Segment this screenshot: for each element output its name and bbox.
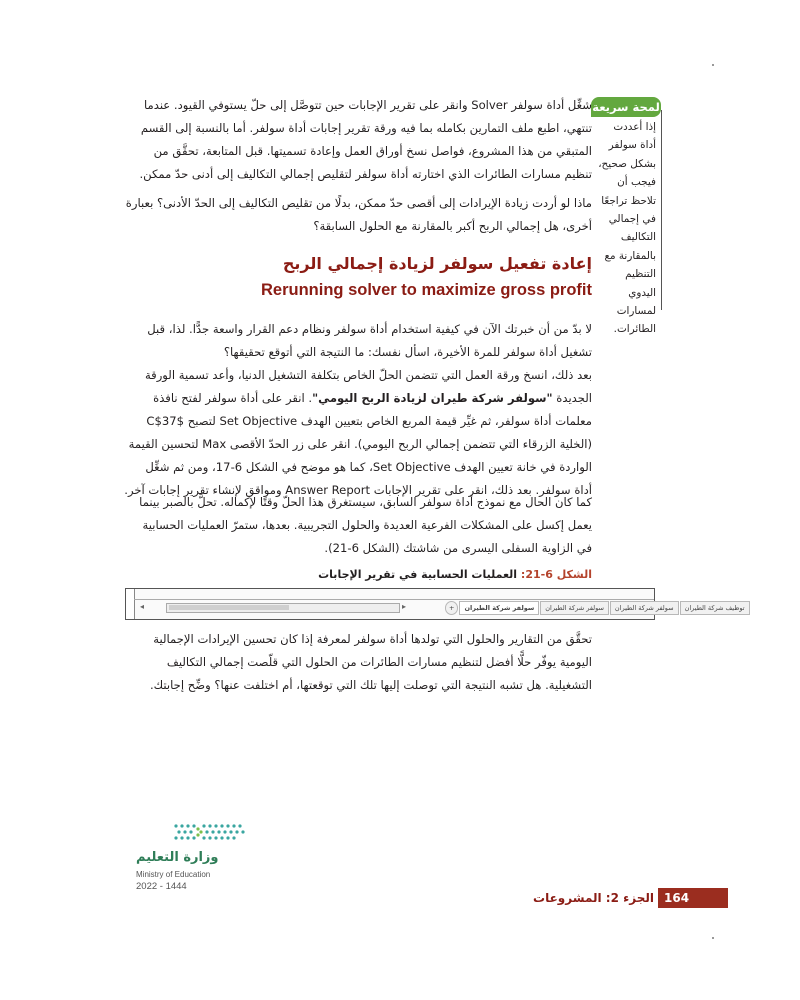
quick-tip-badge: لمحة سريعة	[591, 97, 661, 117]
side-note-divider	[661, 110, 662, 310]
figure-caption	[124, 568, 592, 581]
figure-number: الشكل 6-21:	[520, 568, 592, 581]
instructions-text-a: بعد ذلك، انسخ ورقة العمل التي تتضمن الحلّ الخاص بتكلفة التشغيل الدنيا، وأعد تسمية الورقة الجديدة	[144, 368, 592, 405]
strip-left-edge	[126, 589, 135, 619]
corner-mark	[712, 64, 714, 66]
strip-divider	[134, 599, 654, 600]
corner-mark	[712, 937, 714, 939]
sheet-tab-active[interactable]: سولفر شركة الطيران	[459, 601, 539, 615]
figure-title: العمليات الحسابية في تقرير الإجابات	[318, 568, 521, 581]
sheet-tab[interactable]: توظيف شركة الطيران	[680, 601, 750, 615]
page-number: 164	[658, 888, 728, 908]
scroll-left-icon[interactable]: ◂	[140, 602, 145, 611]
section-title-arabic: إعادة تفعيل سولفر لزيادة إجمالي الربح	[282, 254, 592, 273]
excel-sheet-tabs-strip	[125, 588, 745, 620]
paragraph-compare-results: تحقَّق من التقارير والحلول التي تولدها أداة سولفر لمعرفة إذا كان تحسين الإيرادات الإجمالية اليومية يوفّر حلًّا أفضل لتنظيم مسارات الطائرات من الحلول التي قلّصت إجمالي التكاليف التشغيلية. هل تشبه النتيجة التي توصلت إليها تلك التي توقعتها، أم اختلفت عنها؟ وضِّح إجابتك.	[149, 632, 592, 692]
quick-tip-text: إذا أعددت أداة سولفر بشكل صحيح، فيجب أن تلاحظ تراجعًا في إجمالي التكاليف بالمقارنة مع التنظيم اليدوي لمسارات الطائرات.	[598, 121, 656, 336]
sheet-tab[interactable]: سولفر شركة الطيران	[610, 601, 679, 615]
instructions-text-b: . انقر على أداة سولفر لفتح نافذة معلمات أداة سولفر، ثم غيِّر قيمة المربع الخاص بتعيين الهدف Set Objective لتصبح $C$37 (الخلية الزرقاء التي تتضمن إجمالي الربح اليومي). انقر على زر الحدّ الأقصى Max لتحسين القيمة الواردة في خانة تعيين الهدف Set Objective، كما هو موضح في الشكل 6-17، ومن ثم شغِّل أداة سولفر. بعد ذلك، انقر على تقرير الإجابات Answer Report ومواقق لإنشاء تقرير إجابات آخر.	[124, 391, 592, 497]
sheet-name-bold: "سولفر شركة طيران لزيادة الربح اليومي"	[312, 391, 553, 405]
edition-year: 2022 - 1444	[136, 881, 187, 892]
ministry-name-arabic: وزارة التعليم	[136, 850, 219, 865]
section-title-english: Rerunning solver to maximize gross profit	[261, 281, 592, 299]
paragraph-expectation: لا بدّ من أن خبرتك الآن في كيفية استخدام أداة سولفر ونظام دعم القرار واسعة جدًّا. لذا، قبل تشغيل أداة سولفر للمرة الأخيرة، اسأل نفسك: ما النتيجة التي أتوقع تحقيقها؟	[147, 322, 592, 359]
paragraph-instructions	[124, 364, 592, 502]
paragraph-maximize-question: ماذا لو أردت زيادة الإيرادات إلى أقصى حدّ ممكن، بدلًا من تقليص التكاليف إلى الحدّ الأدنى؟ بعبارة أخرى، هل إجمالي الربح أكبر بالمقارنة مع الحلول السابقة؟	[125, 196, 592, 233]
add-sheet-button[interactable]: +	[445, 601, 458, 615]
footer-part-label: الجزء 2: المشروعات	[533, 891, 654, 905]
scrollbar-thumb[interactable]	[169, 605, 289, 610]
horizontal-scrollbar[interactable]	[166, 603, 400, 613]
paragraph-patience: كما كان الحال مع نموذج أداة سولفر السابق، سيستغرق هذا الحلّ وقتًا لإكماله. تحلَّ بالصبر بينما يعمل إكسل على المشكلات الفرعية العديدة والحلول التجريبية. بعدها، ستمرّ العمليات الحسابية في الزاوية السفلى اليسرى من شاشتك (الشكل 6-21).	[139, 495, 592, 555]
ministry-name-english: Ministry of Education	[136, 870, 211, 879]
sheet-tab[interactable]: سولفر شركة الطيران	[540, 601, 609, 615]
scroll-right-icon[interactable]: ▸	[402, 602, 407, 611]
sheet-tabs	[444, 601, 750, 615]
paragraph-run-solver: شغِّل أداة سولفر Solver وانقر على تقرير الإجابات حين تتوصَّل إلى حلّ يستوفي القيود. عندما تنتهي، اطبع ملف التمارين بكامله بما فيه ورقة تقرير إجابات أداة سولفر. أما بالنسبة إلى القسم المتبقي من هذا المشروع، فواصل نسخ أوراق العمل وإعادة تسميتها. قبل المتابعة، تحقَّق من تنظيم مسارات الطائرات الذي اختارته أداة سولفر لتقليص إجمالي التكاليف إلى أدنى حدّ ممكن.	[139, 98, 592, 181]
